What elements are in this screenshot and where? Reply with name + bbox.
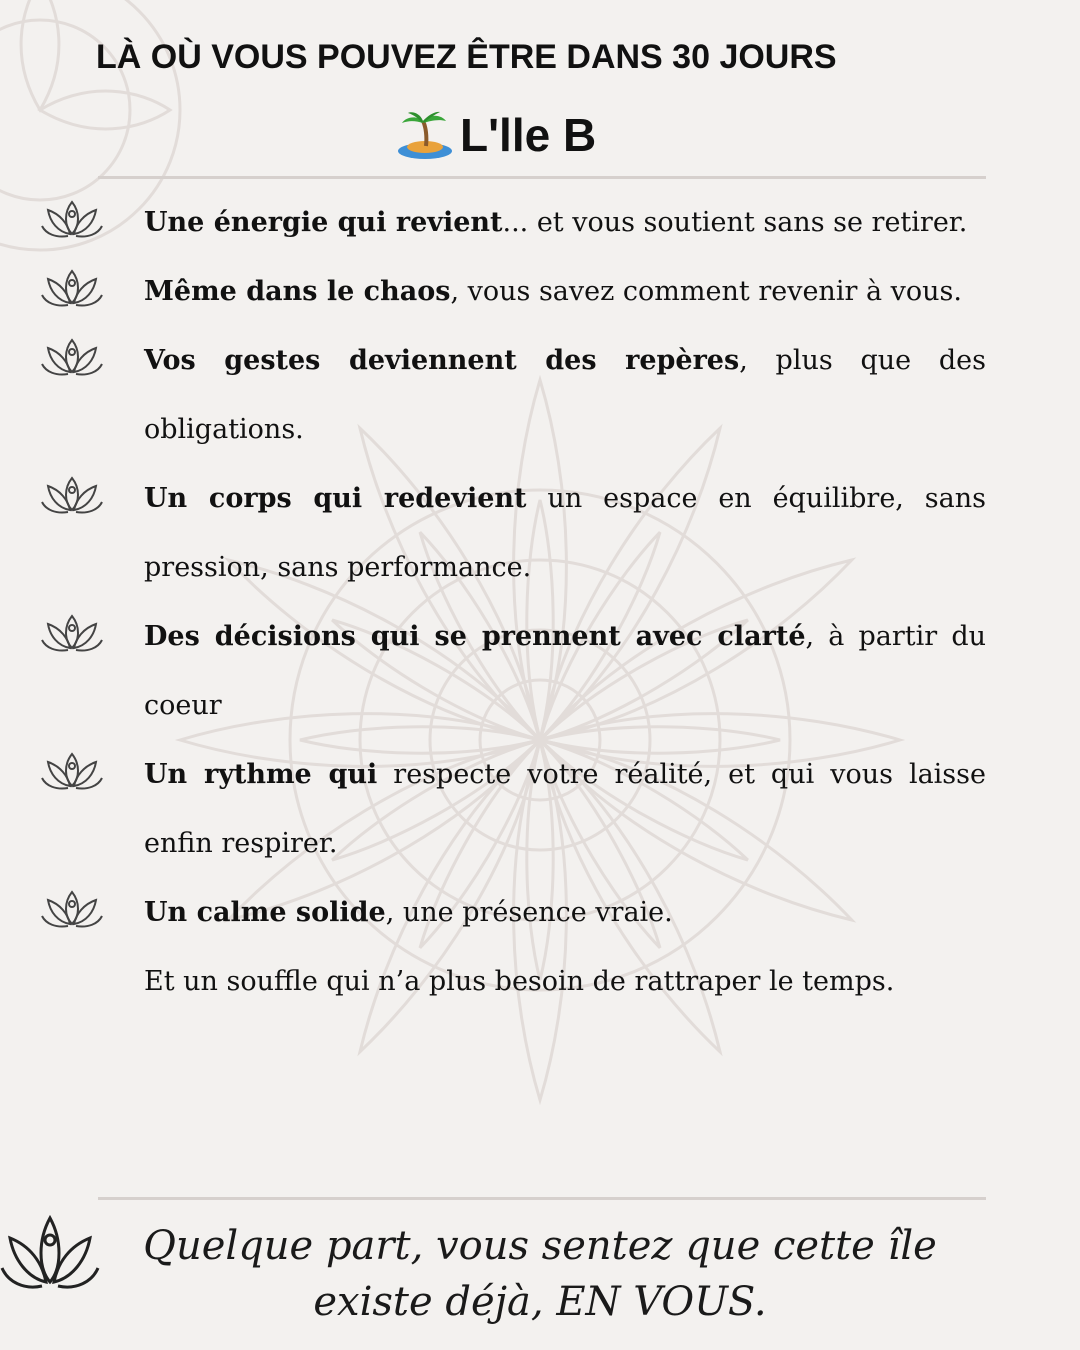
list-item <box>40 602 986 740</box>
lotus-icon <box>40 750 104 794</box>
item-bold: Des décisions qui se prennent avec clarté <box>144 621 806 652</box>
list-item <box>40 257 986 326</box>
page-title: LÀ OÙ VOUS POUVEZ ÊTRE DANS 30 JOURS <box>96 38 837 76</box>
benefit-list <box>40 188 986 1016</box>
item-text: ... et vous soutient sans se retirer. <box>502 207 968 238</box>
subtitle <box>396 108 596 162</box>
list-item <box>40 464 986 602</box>
item-text: , vous savez comment revenir à vous. <box>450 276 962 307</box>
item-bold: Un corps qui redevient <box>144 483 527 514</box>
list-item <box>40 878 986 947</box>
lotus-icon <box>40 474 104 518</box>
closing-line: Et un souffle qui n’a plus besoin de rattraper le temps. <box>144 966 895 997</box>
island-palm-icon <box>396 109 454 161</box>
subtitle-text: L'lle B <box>460 109 597 161</box>
item-bold: Même dans le chaos <box>144 276 451 307</box>
item-text: , à partir du coeur <box>144 621 986 721</box>
item-bold: Vos gestes deviennent des repères <box>144 345 740 376</box>
list-item <box>40 740 986 878</box>
top-divider <box>98 176 986 179</box>
item-bold: Un rythme qui <box>144 759 378 790</box>
lotus-icon <box>40 612 104 656</box>
item-text: respecte votre réalité, et qui vous laisse enfin respirer. <box>144 759 986 859</box>
list-item <box>40 188 986 257</box>
item-bold: Une énergie qui revient <box>144 207 503 238</box>
list-item <box>40 326 986 464</box>
lotus-icon <box>40 267 104 311</box>
bottom-divider <box>98 1197 986 1200</box>
lotus-icon <box>40 198 104 242</box>
lotus-logo-icon <box>0 1210 100 1296</box>
item-text: un espace en équilibre, sans pression, sans performance. <box>144 483 986 583</box>
item-text: , plus que des obligations. <box>144 345 987 445</box>
lotus-icon <box>40 888 104 932</box>
lotus-icon <box>40 336 104 380</box>
item-text: , une présence vraie. <box>385 897 673 928</box>
footer-quote: Quelque part, vous sentez que cette île existe déjà, EN VOUS. <box>143 1223 937 1325</box>
item-bold: Un calme solide <box>144 897 386 928</box>
